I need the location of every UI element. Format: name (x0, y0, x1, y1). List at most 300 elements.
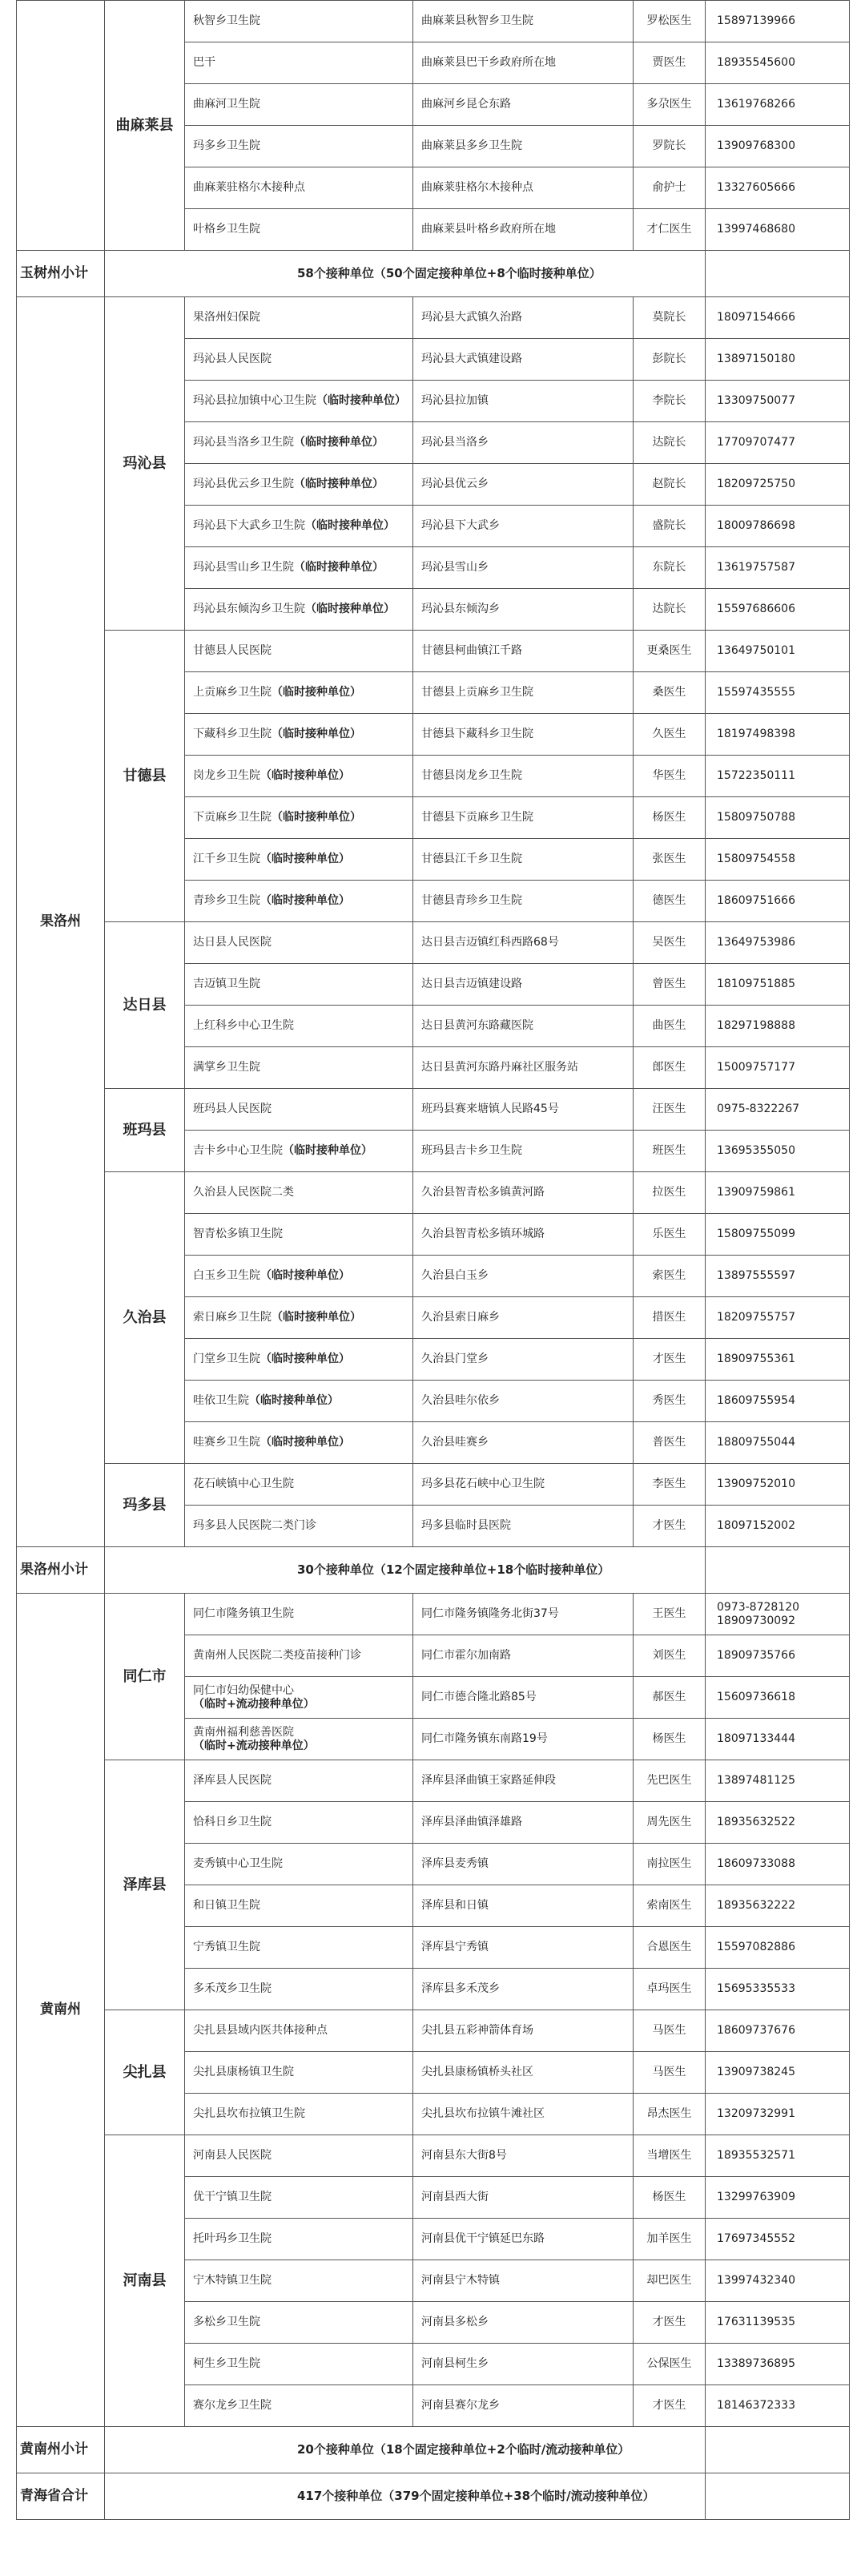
contact-cell: 赵院长 (634, 464, 706, 506)
table-row (17, 297, 850, 339)
unit-cell (185, 797, 413, 839)
phone-cell (706, 209, 850, 251)
address-cell: 玛沁县当洛乡 (413, 422, 634, 464)
unit-name: 多禾茂乡卫生院 (193, 1982, 272, 1995)
unit-type-tag: （临时接种单位） (272, 1311, 361, 1324)
subtotal-label: 玉树州小计 (17, 251, 105, 297)
contact-cell: 更桑医生 (634, 631, 706, 672)
unit-name: 曲麻莱驻格尔木接种点 (193, 181, 305, 194)
unit-type-tag: （临时接种单位） (272, 811, 361, 824)
unit-name: 吉卡乡中心卫生院 (193, 1144, 283, 1157)
unit-name: 赛尔龙乡卫生院 (193, 2399, 272, 2412)
subtotal-row (17, 1547, 850, 1594)
contact-cell: 李医生 (634, 1464, 706, 1506)
phone-number: 13619757587 (717, 561, 795, 574)
phone-number: 13619768266 (717, 98, 795, 111)
address-cell: 泽库县宁秀镇 (413, 1927, 634, 1969)
phone-cell (706, 1885, 850, 1927)
unit-type-tag: （临时接种单位） (249, 1394, 339, 1407)
subtotal-empty-cell (706, 2427, 850, 2473)
phone-cell (706, 1006, 850, 1047)
unit-name: 玛多乡卫生院 (193, 139, 260, 152)
unit-name: 黄南州人民医院二类疫苗接种门诊 (193, 1649, 361, 1662)
phone-number: 18609733088 (717, 1857, 795, 1870)
unit-cell (185, 2094, 413, 2135)
unit-cell (185, 1131, 413, 1172)
unit-cell (185, 756, 413, 797)
contact-cell: 南拉医生 (634, 1844, 706, 1885)
contact-cell: 彭院长 (634, 339, 706, 381)
unit-cell (185, 839, 413, 881)
address-cell: 久治县哇赛乡 (413, 1422, 634, 1464)
phone-number: 17697345552 (717, 2232, 795, 2245)
unit-cell (185, 1719, 413, 1760)
unit-cell (185, 339, 413, 381)
unit-cell (185, 672, 413, 714)
address-cell: 玛沁县下大武乡 (413, 506, 634, 547)
unit-name: 白玉乡卫生院 (193, 1269, 260, 1282)
county-cell: 同仁市 (105, 1594, 185, 1760)
contact-cell: 班医生 (634, 1131, 706, 1172)
phone-cell (706, 1969, 850, 2010)
unit-cell (185, 1844, 413, 1885)
contact-cell: 先巴医生 (634, 1760, 706, 1802)
unit-cell (185, 422, 413, 464)
unit-cell (185, 1339, 413, 1381)
unit-name: 花石峡镇中心卫生院 (193, 1477, 294, 1490)
subtotal-empty-cell (706, 251, 850, 297)
phone-number: 13897150180 (717, 353, 795, 365)
table-row (17, 1172, 850, 1214)
unit-name: 达日县人民医院 (193, 936, 272, 949)
phone-cell (706, 422, 850, 464)
address-cell: 甘德县下贡麻乡卫生院 (413, 797, 634, 839)
unit-name: 玛沁县拉加镇中心卫生院 (193, 394, 316, 407)
phone-cell (706, 1089, 850, 1131)
unit-type-tag: （临时接种单位） (260, 894, 350, 907)
unit-name: 下贡麻乡卫生院 (193, 811, 272, 824)
phone-number: 13649750101 (717, 644, 795, 657)
county-cell: 曲麻莱县 (105, 1, 185, 251)
address-cell: 甘德县青珍乡卫生院 (413, 881, 634, 922)
phone-number: 15597435555 (717, 686, 795, 699)
phone-number: 13649753986 (717, 936, 795, 949)
phone-cell (706, 1677, 850, 1719)
contact-cell: 秀医生 (634, 1381, 706, 1422)
phone-number: 13209732991 (717, 2107, 795, 2120)
phone-cell (706, 2010, 850, 2052)
unit-type-tag: （临时接种单位） (294, 478, 384, 490)
contact-cell: 曲医生 (634, 1006, 706, 1047)
county-cell: 玛多县 (105, 1464, 185, 1547)
contact-cell: 达院长 (634, 422, 706, 464)
address-cell: 玛沁县雪山乡 (413, 547, 634, 589)
table-row (17, 631, 850, 672)
phone-number: 18209755757 (717, 1311, 795, 1324)
subtotal-text: 30个接种单位（12个固定接种单位+18个临时接种单位） (105, 1547, 706, 1594)
contact-cell: 久医生 (634, 714, 706, 756)
phone-cell (706, 297, 850, 339)
contact-cell: 汪医生 (634, 1089, 706, 1131)
unit-name: 智青松多镇卫生院 (193, 1228, 283, 1240)
unit-cell (185, 1172, 413, 1214)
address-cell: 玛沁县大武镇久治路 (413, 297, 634, 339)
address-cell: 尖扎县五彩神箭体育场 (413, 2010, 634, 2052)
contact-cell: 华医生 (634, 756, 706, 797)
phone-number: 13695355050 (717, 1144, 795, 1157)
unit-cell (185, 2344, 413, 2385)
address-cell: 甘德县岗龙乡卫生院 (413, 756, 634, 797)
unit-type-tag: （临时接种单位） (283, 1144, 372, 1157)
contact-cell: 曾医生 (634, 964, 706, 1006)
unit-type-tag: （临时接种单位） (305, 519, 395, 532)
phone-number: 18609737676 (717, 2024, 795, 2037)
table-row (17, 1594, 850, 1635)
table-row (17, 2010, 850, 2052)
grand-total-text: 417个接种单位（379个固定接种单位+38个临时/流动接种单位） (105, 2473, 706, 2520)
address-cell: 久治县白玉乡 (413, 1256, 634, 1297)
phone-number-2: 18909730092 (717, 1614, 795, 1627)
phone-cell (706, 839, 850, 881)
phone-number: 13299763909 (717, 2191, 795, 2203)
contact-cell: 却巴医生 (634, 2260, 706, 2302)
phone-cell (706, 1339, 850, 1381)
phone-number: 15897139966 (717, 14, 795, 27)
phone-number: 13909759861 (717, 1186, 795, 1199)
unit-name: 柯生乡卫生院 (193, 2357, 260, 2370)
unit-name: 玛沁县雪山乡卫生院 (193, 561, 294, 574)
unit-type-tag: （临时接种单位） (272, 728, 361, 740)
unit-cell (185, 1885, 413, 1927)
unit-cell (185, 297, 413, 339)
phone-cell (706, 1381, 850, 1422)
grand-total-label: 青海省合计 (17, 2473, 105, 2520)
phone-cell (706, 1256, 850, 1297)
phone-number: 15009757177 (717, 1061, 795, 1074)
table-row (17, 922, 850, 964)
address-cell: 曲麻河乡昆仑东路 (413, 84, 634, 126)
phone-cell (706, 672, 850, 714)
phone-cell (706, 1506, 850, 1547)
contact-cell: 吴医生 (634, 922, 706, 964)
phone-number: 15609736618 (717, 1691, 795, 1703)
address-cell: 泽库县泽曲镇泽雄路 (413, 1802, 634, 1844)
phone-number: 15597082886 (717, 1941, 795, 1953)
phone-cell (706, 2094, 850, 2135)
phone-number: 13327605666 (717, 181, 795, 194)
unit-name: 优干宁镇卫生院 (193, 2191, 272, 2203)
unit-name: 玛沁县下大武乡卫生院 (193, 519, 305, 532)
phone-number: 18146372333 (717, 2399, 795, 2412)
phone-number: 17631139535 (717, 2316, 795, 2328)
unit-name: 玛沁县当洛乡卫生院 (193, 436, 294, 449)
phone-number: 13909738245 (717, 2066, 795, 2078)
phone-number: 18609751666 (717, 894, 795, 907)
contact-cell: 贾医生 (634, 42, 706, 84)
unit-cell (185, 2385, 413, 2427)
phone-number: 18935632522 (717, 1816, 795, 1828)
contact-cell: 多尕医生 (634, 84, 706, 126)
unit-cell (185, 1677, 413, 1719)
phone-number: 13997432340 (717, 2274, 795, 2287)
address-cell: 玛沁县东倾沟乡 (413, 589, 634, 631)
phone-cell (706, 339, 850, 381)
unit-type-tag: （临时接种单位） (260, 1353, 350, 1365)
address-cell: 泽库县多禾茂乡 (413, 1969, 634, 2010)
phone-number: 17709707477 (717, 436, 795, 449)
phone-cell (706, 1, 850, 42)
unit-name: 班玛县人民医院 (193, 1103, 272, 1115)
subtotal-label: 果洛州小计 (17, 1547, 105, 1594)
prefecture-cell (17, 1, 105, 251)
contact-cell: 李院长 (634, 381, 706, 422)
phone-number: 15722350111 (717, 769, 795, 782)
vaccination-sites-table (16, 0, 849, 2520)
phone-cell (706, 756, 850, 797)
contact-cell: 盛院长 (634, 506, 706, 547)
unit-name: 麦秀镇中心卫生院 (193, 1857, 283, 1870)
phone-number: 15809750788 (717, 811, 795, 824)
contact-cell: 周先医生 (634, 1802, 706, 1844)
address-cell: 久治县索日麻乡 (413, 1297, 634, 1339)
unit-cell (185, 1047, 413, 1089)
address-cell: 玛沁县大武镇建设路 (413, 339, 634, 381)
county-cell: 甘德县 (105, 631, 185, 922)
contact-cell: 东院长 (634, 547, 706, 589)
address-cell: 久治县智青松多镇环城路 (413, 1214, 634, 1256)
subtotal-text: 58个接种单位（50个固定接种单位+8个临时接种单位） (105, 251, 706, 297)
unit-cell (185, 1969, 413, 2010)
unit-cell (185, 1760, 413, 1802)
contact-cell: 刘医生 (634, 1635, 706, 1677)
unit-cell (185, 547, 413, 589)
unit-name: 尖扎县坎布拉镇卫生院 (193, 2107, 305, 2120)
unit-cell (185, 964, 413, 1006)
phone-cell (706, 1927, 850, 1969)
phone-cell (706, 547, 850, 589)
address-cell: 曲麻莱县多乡卫生院 (413, 126, 634, 167)
phone-cell (706, 84, 850, 126)
phone-number: 18097154666 (717, 311, 795, 324)
address-cell: 河南县柯生乡 (413, 2344, 634, 2385)
unit-cell (185, 881, 413, 922)
unit-name: 青珍乡卫生院 (193, 894, 260, 907)
unit-name: 巴干 (193, 56, 215, 69)
contact-cell: 马医生 (634, 2052, 706, 2094)
phone-number: 18935545600 (717, 56, 795, 69)
address-cell: 玛多县花石峡中心卫生院 (413, 1464, 634, 1506)
address-cell: 曲麻莱县叶格乡政府所在地 (413, 209, 634, 251)
phone-number: 18935632222 (717, 1899, 795, 1912)
phone-cell (706, 42, 850, 84)
phone-number: 18909755361 (717, 1353, 795, 1365)
unit-cell (185, 1006, 413, 1047)
unit-name: 岗龙乡卫生院 (193, 769, 260, 782)
contact-cell: 普医生 (634, 1422, 706, 1464)
contact-cell: 罗松医生 (634, 1, 706, 42)
contact-cell: 桑医生 (634, 672, 706, 714)
unit-name: 玛沁县东倾沟乡卫生院 (193, 603, 305, 615)
unit-name: 宁木特镇卫生院 (193, 2274, 272, 2287)
unit-name: 尖扎县县域内医共体接种点 (193, 2024, 328, 2037)
contact-cell: 莫院长 (634, 297, 706, 339)
unit-name: 曲麻河卫生院 (193, 98, 260, 111)
phone-cell (706, 2135, 850, 2177)
contact-cell: 加羊医生 (634, 2219, 706, 2260)
contact-cell: 卓玛医生 (634, 1969, 706, 2010)
phone-cell (706, 1760, 850, 1802)
unit-cell (185, 1927, 413, 1969)
table-row (17, 1464, 850, 1506)
contact-cell: 索医生 (634, 1256, 706, 1297)
subtotal-empty-cell (706, 1547, 850, 1594)
unit-name: 哇赛乡卫生院 (193, 1436, 260, 1449)
contact-cell: 郎医生 (634, 1047, 706, 1089)
contact-cell: 拉医生 (634, 1172, 706, 1214)
address-cell: 曲麻莱县巴干乡政府所在地 (413, 42, 634, 84)
phone-number: 18609755954 (717, 1394, 795, 1407)
contact-cell: 才医生 (634, 2385, 706, 2427)
phone-number: 13897481125 (717, 1774, 795, 1787)
unit-name: 泽库县人民医院 (193, 1774, 272, 1787)
unit-name: 黄南州福利慈善医院 (193, 1725, 294, 1739)
unit-type-tag: （临时接种单位） (260, 1269, 350, 1282)
unit-name: 上红科乡中心卫生院 (193, 1019, 294, 1032)
unit-name: 江千乡卫生院 (193, 853, 260, 865)
phone-cell (706, 2302, 850, 2344)
address-cell: 同仁市德合隆北路85号 (413, 1677, 634, 1719)
contact-cell: 王医生 (634, 1594, 706, 1635)
address-cell: 尖扎县坎布拉镇牛滩社区 (413, 2094, 634, 2135)
unit-cell (185, 1297, 413, 1339)
subtotal-row (17, 251, 850, 297)
address-cell: 河南县赛尔龙乡 (413, 2385, 634, 2427)
phone-cell (706, 589, 850, 631)
contact-cell: 公保医生 (634, 2344, 706, 2385)
unit-name: 玛多县人民医院二类门诊 (193, 1519, 316, 1532)
address-cell: 久治县门堂乡 (413, 1339, 634, 1381)
address-cell: 河南县多松乡 (413, 2302, 634, 2344)
unit-name: 河南县人民医院 (193, 2149, 272, 2162)
unit-type-tag: （临时接种单位） (272, 686, 361, 699)
unit-cell (185, 1802, 413, 1844)
address-cell: 同仁市霍尔加南路 (413, 1635, 634, 1677)
unit-name: 恰科日乡卫生院 (193, 1816, 272, 1828)
county-cell: 达日县 (105, 922, 185, 1089)
phone-cell (706, 1844, 850, 1885)
unit-name: 下藏科乡卫生院 (193, 728, 272, 740)
unit-cell (185, 2177, 413, 2219)
unit-cell (185, 464, 413, 506)
phone-number: 18197498398 (717, 728, 795, 740)
phone-cell (706, 2052, 850, 2094)
address-cell: 达日县黄河东路丹麻社区服务站 (413, 1047, 634, 1089)
phone-cell (706, 1297, 850, 1339)
subtotal-label: 黄南州小计 (17, 2427, 105, 2473)
unit-cell (185, 922, 413, 964)
county-cell: 班玛县 (105, 1089, 185, 1172)
unit-cell (185, 1506, 413, 1547)
phone-number: 18809755044 (717, 1436, 795, 1449)
prefecture-cell: 黄南州 (17, 1594, 105, 2427)
phone-number: 13909752010 (717, 1477, 795, 1490)
address-cell: 泽库县泽曲镇王家路延伸段 (413, 1760, 634, 1802)
contact-cell: 才医生 (634, 2302, 706, 2344)
phone-cell (706, 167, 850, 209)
contact-cell: 才仁医生 (634, 209, 706, 251)
unit-name: 托叶玛乡卫生院 (193, 2232, 272, 2245)
phone-cell (706, 126, 850, 167)
unit-name: 玛沁县优云乡卫生院 (193, 478, 294, 490)
prefecture-cell: 果洛州 (17, 297, 105, 1547)
contact-cell: 俞护士 (634, 167, 706, 209)
contact-cell: 合恩医生 (634, 1927, 706, 1969)
contact-cell: 杨医生 (634, 1719, 706, 1760)
unit-cell (185, 714, 413, 756)
phone-cell (706, 1422, 850, 1464)
phone-cell (706, 381, 850, 422)
address-cell: 曲麻莱县秋智乡卫生院 (413, 1, 634, 42)
unit-cell (185, 2135, 413, 2177)
address-cell: 尖扎县康杨镇桥头社区 (413, 2052, 634, 2094)
phone-cell (706, 2385, 850, 2427)
grand-total-empty-cell (706, 2473, 850, 2520)
contact-cell: 张医生 (634, 839, 706, 881)
unit-cell (185, 631, 413, 672)
phone-number: 0973-8728120 (717, 1600, 800, 1614)
unit-type-tag: （临时接种单位） (294, 561, 384, 574)
unit-cell (185, 1422, 413, 1464)
unit-name: 久治县人民医院二类 (193, 1186, 294, 1199)
phone-cell (706, 1172, 850, 1214)
address-cell: 玛沁县拉加镇 (413, 381, 634, 422)
table-row (17, 1760, 850, 1802)
address-cell: 河南县宁木特镇 (413, 2260, 634, 2302)
phone-number: 18935532571 (717, 2149, 795, 2162)
address-cell: 河南县西大街 (413, 2177, 634, 2219)
address-cell: 河南县优干宁镇延巴东路 (413, 2219, 634, 2260)
phone-cell (706, 1047, 850, 1089)
contact-cell: 罗院长 (634, 126, 706, 167)
unit-name: 满掌乡卫生院 (193, 1061, 260, 1074)
table-row (17, 1, 850, 42)
address-cell: 班玛县赛来塘镇人民路45号 (413, 1089, 634, 1131)
phone-cell (706, 1464, 850, 1506)
unit-name: 叶格乡卫生院 (193, 223, 260, 236)
county-cell: 玛沁县 (105, 297, 185, 631)
unit-name: 宁秀镇卫生院 (193, 1941, 260, 1953)
unit-cell (185, 42, 413, 84)
unit-cell (185, 381, 413, 422)
address-cell: 达日县吉迈镇建设路 (413, 964, 634, 1006)
contact-cell: 德医生 (634, 881, 706, 922)
unit-name: 尖扎县康杨镇卫生院 (193, 2066, 294, 2078)
phone-number: 15695335533 (717, 1982, 795, 1995)
unit-name: 同仁市隆务镇卫生院 (193, 1607, 294, 1620)
unit-name: 甘德县人民医院 (193, 644, 272, 657)
phone-number: 0975-8322267 (717, 1103, 800, 1115)
phone-cell (706, 922, 850, 964)
unit-cell (185, 1381, 413, 1422)
unit-cell (185, 209, 413, 251)
unit-cell (185, 126, 413, 167)
phone-cell (706, 1635, 850, 1677)
phone-number: 18009786698 (717, 519, 795, 532)
county-cell: 尖扎县 (105, 2010, 185, 2135)
unit-type-tag: （临时+流动接种单位） (193, 1697, 315, 1711)
phone-number: 15809754558 (717, 853, 795, 865)
address-cell: 达日县吉迈镇红科西路68号 (413, 922, 634, 964)
